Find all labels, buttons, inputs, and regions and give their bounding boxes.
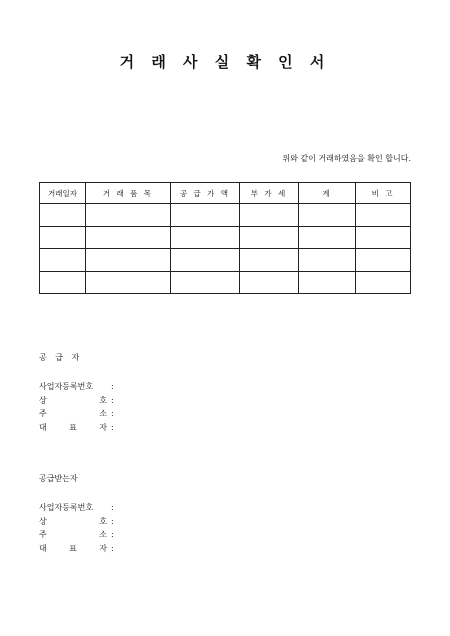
- table-cell[interactable]: [356, 226, 411, 249]
- table-row: [40, 226, 411, 249]
- table-cell[interactable]: [86, 249, 171, 272]
- table-cell[interactable]: [299, 271, 356, 294]
- header-vat: 부 가 세: [240, 183, 299, 204]
- table-cell[interactable]: [171, 204, 240, 227]
- table-cell[interactable]: [240, 226, 299, 249]
- table-header-row: [40, 183, 411, 204]
- table-cell[interactable]: [240, 249, 299, 272]
- table-cell[interactable]: [86, 271, 171, 294]
- supplier-business-number: 사업자등록번호 :: [39, 380, 114, 394]
- supplier-section: [39, 352, 114, 434]
- table-cell[interactable]: [299, 204, 356, 227]
- table-row: [40, 204, 411, 227]
- transaction-table: [39, 182, 411, 294]
- table-cell[interactable]: [86, 226, 171, 249]
- field-label: 상 호: [39, 395, 107, 405]
- table-cell[interactable]: [299, 226, 356, 249]
- supplier-representative: 대 표 자 :: [39, 421, 114, 435]
- header-total: 계: [299, 183, 356, 204]
- field-label: 주 소: [39, 409, 107, 418]
- confirmation-note: 위와 같이 거래하였음을 확인 합니다.: [282, 154, 411, 163]
- field-label: 사업자등록번호: [39, 382, 94, 391]
- receiver-heading: 공급받는자: [39, 474, 78, 483]
- receiver-address: 주 소 :: [39, 528, 114, 542]
- receiver-company-name: 상 호 :: [39, 515, 114, 529]
- table-cell[interactable]: [171, 249, 240, 272]
- table-cell[interactable]: [40, 226, 86, 249]
- table-row: [40, 249, 411, 272]
- table-cell[interactable]: [40, 204, 86, 227]
- field-label: 상 호: [39, 516, 107, 526]
- receiver-representative: 대 표 자 :: [39, 542, 114, 556]
- table-cell[interactable]: [299, 249, 356, 272]
- header-date: 거래일자: [40, 183, 86, 204]
- table-cell[interactable]: [40, 271, 86, 294]
- supplier-address: 주 소 :: [39, 407, 114, 421]
- table-cell[interactable]: [356, 204, 411, 227]
- supplier-company-name: 상 호 :: [39, 394, 114, 408]
- field-label: 주 소: [39, 530, 107, 539]
- document-title: 거 래 사 실 확 인 서: [119, 53, 331, 71]
- table-cell[interactable]: [86, 204, 171, 227]
- table-cell[interactable]: [240, 271, 299, 294]
- table-cell[interactable]: [356, 271, 411, 294]
- field-label: 대 표 자: [39, 543, 107, 553]
- table-cell[interactable]: [40, 249, 86, 272]
- table-cell[interactable]: [356, 249, 411, 272]
- receiver-section: [39, 473, 114, 555]
- header-item: 거 래 품 목: [86, 183, 171, 204]
- header-supply-amount: 공 급 가 액: [171, 183, 240, 204]
- supplier-heading: 공 급 자: [39, 353, 83, 362]
- table-cell[interactable]: [240, 204, 299, 227]
- table-cell[interactable]: [171, 271, 240, 294]
- field-label: 사업자등록번호: [39, 503, 94, 512]
- table-row: [40, 271, 411, 294]
- header-remarks: 비 고: [356, 183, 411, 204]
- receiver-business-number: 사업자등록번호 :: [39, 501, 114, 515]
- table-cell[interactable]: [171, 226, 240, 249]
- field-label: 대 표 자: [39, 422, 107, 432]
